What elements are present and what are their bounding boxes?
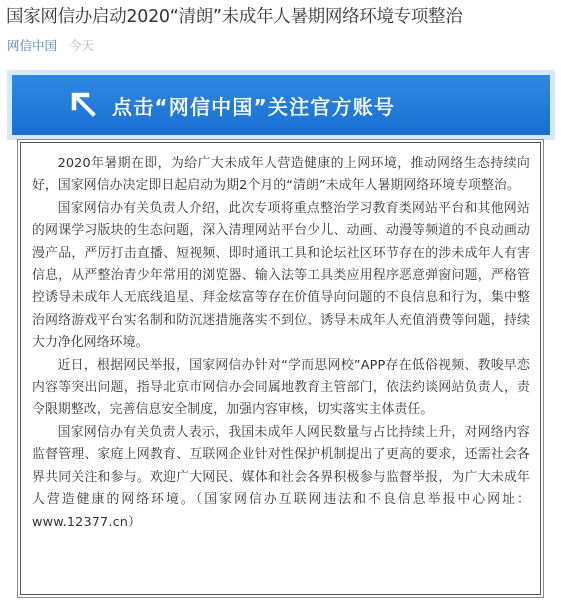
article-paragraph-2: 国家网信办有关负责人介绍，此次专项将重点整治学习教育类网站平台和其他网站的网课学习版块的生态问题，深入清理网站平台少儿、动画、动漫等频道的不良动画动漫产品，严厉打击直播、短视频、即时通讯工具和论坛社区环节存在的涉未成年人有害信息，从严整治青少年常用的浏览器、输入法等工具类应用程序恶意弹窗问题，严格管控诱导未成年人无底线追星、拜金炫富等存在价值导向问题的不良信息和行为，集中整治网络游戏平台实名制和防沉迷措施落实不到位、诱导未成年人充值消费等问题，持续大力净化网络环境。 (32, 200, 530, 351)
article-paragraph-1: 2020年暑期在即，为给广大未成年人营造健康的上网环境，推动网络生态持续向好，国家网信办决定即日起启动为期2个月的“清朗”未成年人暑期网络环境专项整治。 (32, 156, 530, 194)
article-title: 国家网信办启动2020“清朗”未成年人暑期网络环境专项整治 (6, 7, 463, 27)
article-paragraph-3: 近日，根据网民举报，国家网信办针对“学而思网校”APP存在低俗视频、教唆早恋内容等突出问题，指导北京市网信办会同属地教育主管部门，依法约谈网站负责人，责令限期整改，完善信息安全制度，加强内容审核，切实落实主体责任。 (32, 357, 530, 418)
follow-banner-text: 点击“网信中国”关注官方账号 (112, 94, 396, 119)
article-paragraph-4: 国家网信办有关负责人表示，我国未成年人网民数量与占比持续上升，对网络内容监督管理、家庭上网教育、互联网企业针对性保护机制提出了更高的要求，还需社会各界共同关注和参与。欢迎广大网民、媒体和社会各界积极参与监督举报，为广大未成年人营造健康的网络环境。（国家网信办互联网违法和不良信息举报中心网址：www.12377.cn） (32, 424, 530, 530)
follow-account-banner[interactable] (12, 75, 550, 135)
follow-banner-frame (7, 70, 555, 140)
article-body (20, 142, 541, 595)
article-meta (7, 38, 94, 54)
source-link[interactable]: 网信中国 (7, 38, 58, 53)
publish-time: 今天 (69, 38, 95, 53)
arrow-up-left-icon (60, 75, 108, 135)
